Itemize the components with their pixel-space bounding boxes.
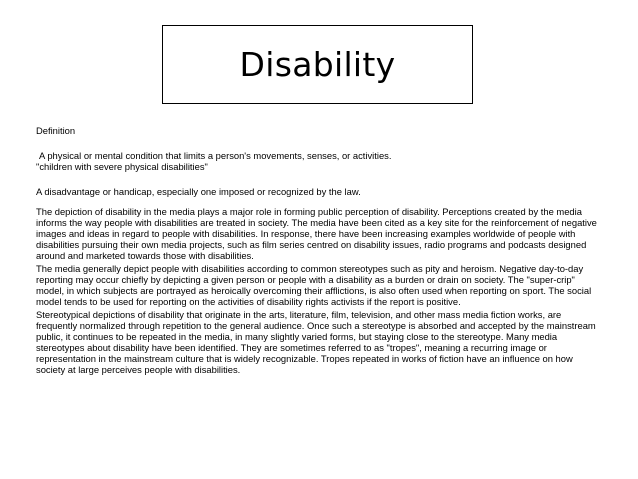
- definition-example: "children with severe physical disabilities": [36, 161, 208, 172]
- definition-1: A physical or mental condition that limits a person's movements, senses, or activities.: [39, 150, 392, 161]
- paragraph-media-depiction: The depiction of disability in the media plays a major role in forming public perception of disability. Perceptions created by the media informs the way people with disabilities are treated in society. The media have been cited as a key site for the reinforcement of negative images and ideas in regard to people with disabilities. In response, there have been increasing examples worldwide of people with disabilities pursuing their own media projects, such as film series centred on disability issues, radio programs and podcasts designed around and marketed towards those with disabilities.: [36, 206, 597, 261]
- slide-content: [36, 125, 602, 377]
- definition-2: A disadvantage or handicap, especially one imposed or recognized by the law.: [36, 186, 361, 197]
- paragraph-tropes: Stereotypical depictions of disability that originate in the arts, literature, film, television, and other mass media fiction works, are frequently normalized through repetition to the general audience. Once such a stereotype is absorbed and accepted by the mainstream public, it continues to be repeated in the media, in many slightly varied forms, but staying close to the stereotype. Many media stereotypes about disability have been identified. They are sometimes referred to as "tropes", meaning a recurring image or representation in the mainstream culture that is widely recognizable. Tropes repeated in works of fiction have an influence on how society at large perceives people with disabilities.: [36, 309, 596, 375]
- definition-heading: Definition: [36, 125, 76, 136]
- paragraph-stereotypes: The media generally depict people with disabilities according to common stereotypes such as pity and heroism. Negative day-to-day reporting may occur chiefly by depicting a given person or people with a disability as a burden or drain on society. The "super-crip" model, in which subjects are portrayed as heroically overcoming their afflictions, is also often used when reporting on sport. The social model tends to be used for reporting on the activities of disability rights activists if the report is positive.: [36, 263, 592, 307]
- slide-title: Disability: [239, 45, 396, 84]
- title-box: [162, 25, 473, 104]
- spacer: [36, 172, 602, 186]
- spacer: [36, 197, 602, 206]
